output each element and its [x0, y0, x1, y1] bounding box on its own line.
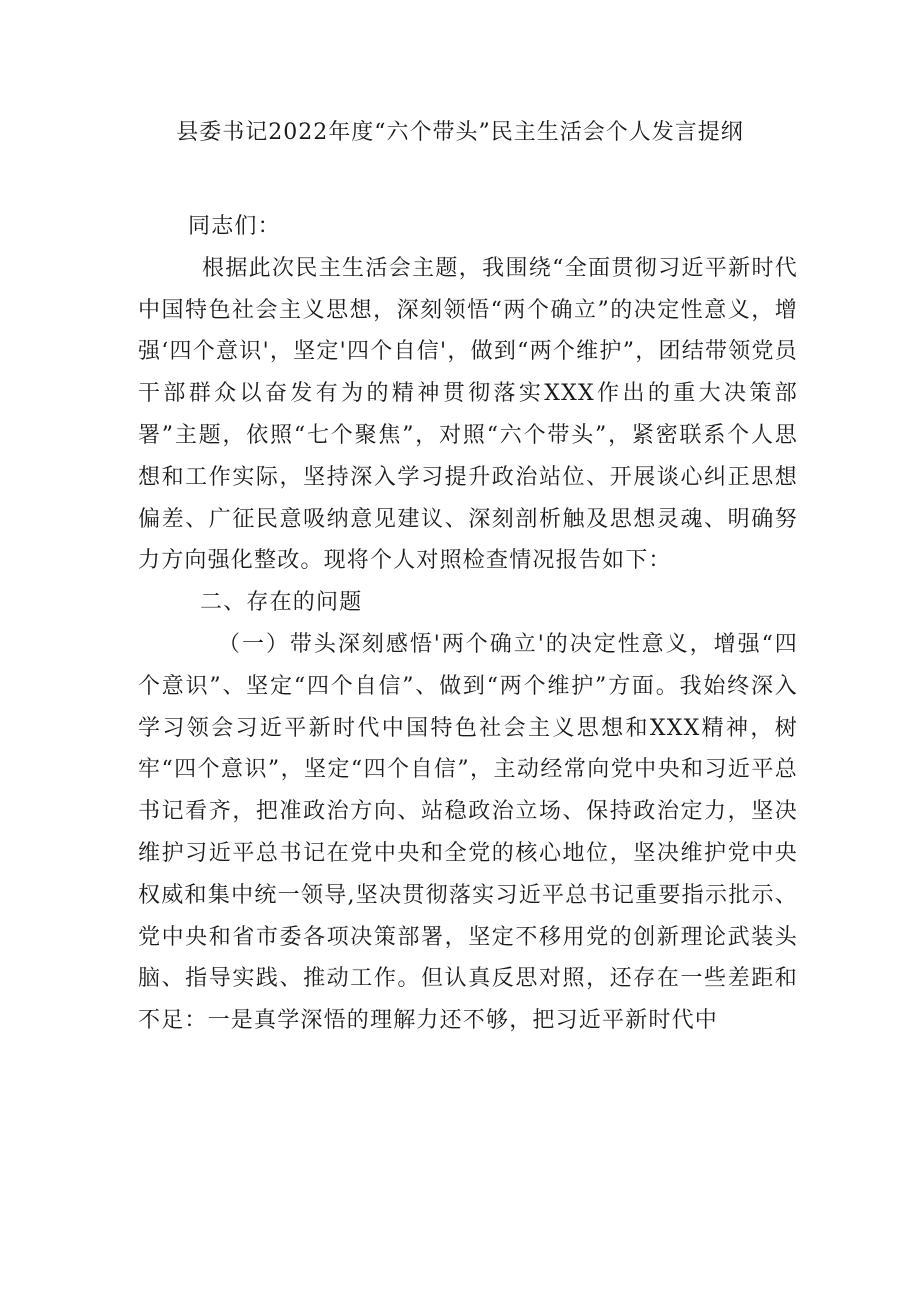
document-title: 县委书记2022年度“六个带头”民主生活会个人发言提纲 [176, 120, 744, 145]
greeting: 同志们： [188, 214, 281, 239]
sub-paragraph: （一）带头深刻感悟'两个确立'的决定性意义，增强“四个意识”、坚定“四个自信”、做到“两个维护”方面。我始终深入学习领会习近平新时代中国特色社会主义思想和XXX精神，树牢“四个意识”，坚定“四个自信”，主动经常向党中央和习近平总书记看齐，把准政治方向、站稳政治立场、保持政治定力，坚决维护习近平总书记在党中央和全党的核心地位，坚决维护党中央权威和集中统一领导,坚决贯彻落实习近平总书记重要指示批示、党中央和省市委各项决策部署，坚定不移用党的创新理论武装头脑、指导实践、推动工作。但认真反思对照，还存在一些差距和不足：一是真学深悟的理解力还不够，把习近平新时代中 [138, 631, 798, 1034]
intro-paragraph: 根据此次民主生活会主题，我围绕“全面贯彻习近平新时代中国特色社会主义思想，深刻领悟“两个确立”的决定性意义，增强‘四个意识'，坚定'四个自信'，做到“两个维护”，团结带领党员干部群众以奋发有为的精神贯彻落实XXX作出的重大决策部署”主题，依照“七个聚焦”，对照“六个带头”，紧密联系个人思想和工作实际，坚持深入学习提升政治站位、开展谈心纠正思想偏差、广征民意吸纳意见建议、深刻剖析触及思想灵魂、明确努力方向强化整改。现将个人对照检查情况报告如下： [138, 255, 798, 574]
document-body [138, 206, 798, 1042]
section-heading: 二、存在的问题 [200, 590, 363, 616]
